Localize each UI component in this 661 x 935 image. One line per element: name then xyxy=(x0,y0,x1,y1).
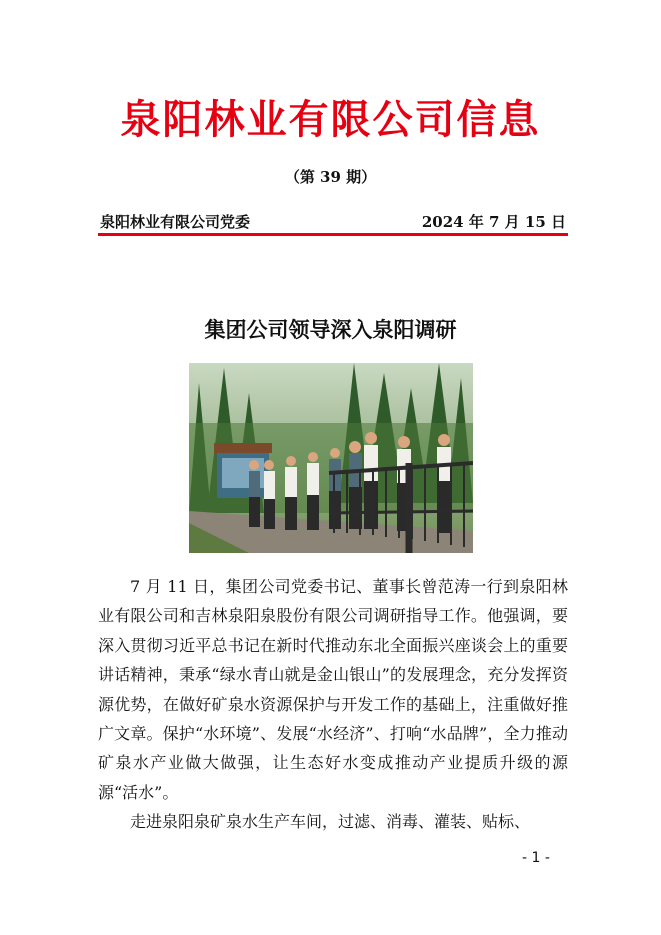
article-paragraph: 7 月 11 日，集团公司党委书记、董事长曾范涛一行到泉阳林业有限公司和吉林泉阳泉股份有限公司调研指导工作。他强调，要深入贯彻习近平总书记在新时代推动东北全面振兴座谈会上的重要讲话精神，秉承“绿水青山就是金山银山”的发展理念，充分发挥资源优势，在做好矿泉水资源保护与开发工作的基础上，注重做好推广文章。保护“水环境”、发展“水经济”、打响“水品牌”，全力推动矿泉水产业做大做强，让生态好水变成推动产业提质升级的源源“活水”。 xyxy=(98,577,568,802)
article-paragraph: 走进泉阳泉矿泉水生产车间，过滤、消毒、灌装、贴标、 xyxy=(130,812,531,832)
publish-date: 2024 年 7 月 15 日 xyxy=(421,213,566,231)
pavilion-building xyxy=(214,443,272,498)
masthead-title: 泉阳林业有限公司信息 xyxy=(120,97,541,143)
article-title: 集团公司领导深入泉阳调研 xyxy=(204,318,457,342)
meta-row xyxy=(100,211,566,232)
publisher: 泉阳林业有限公司党委 xyxy=(100,213,251,231)
article-body xyxy=(98,572,568,837)
red-divider xyxy=(98,233,568,236)
page-number: - 1 - xyxy=(522,850,550,866)
article-photo xyxy=(189,363,473,553)
issue-number: （第 39 期） xyxy=(284,168,377,186)
